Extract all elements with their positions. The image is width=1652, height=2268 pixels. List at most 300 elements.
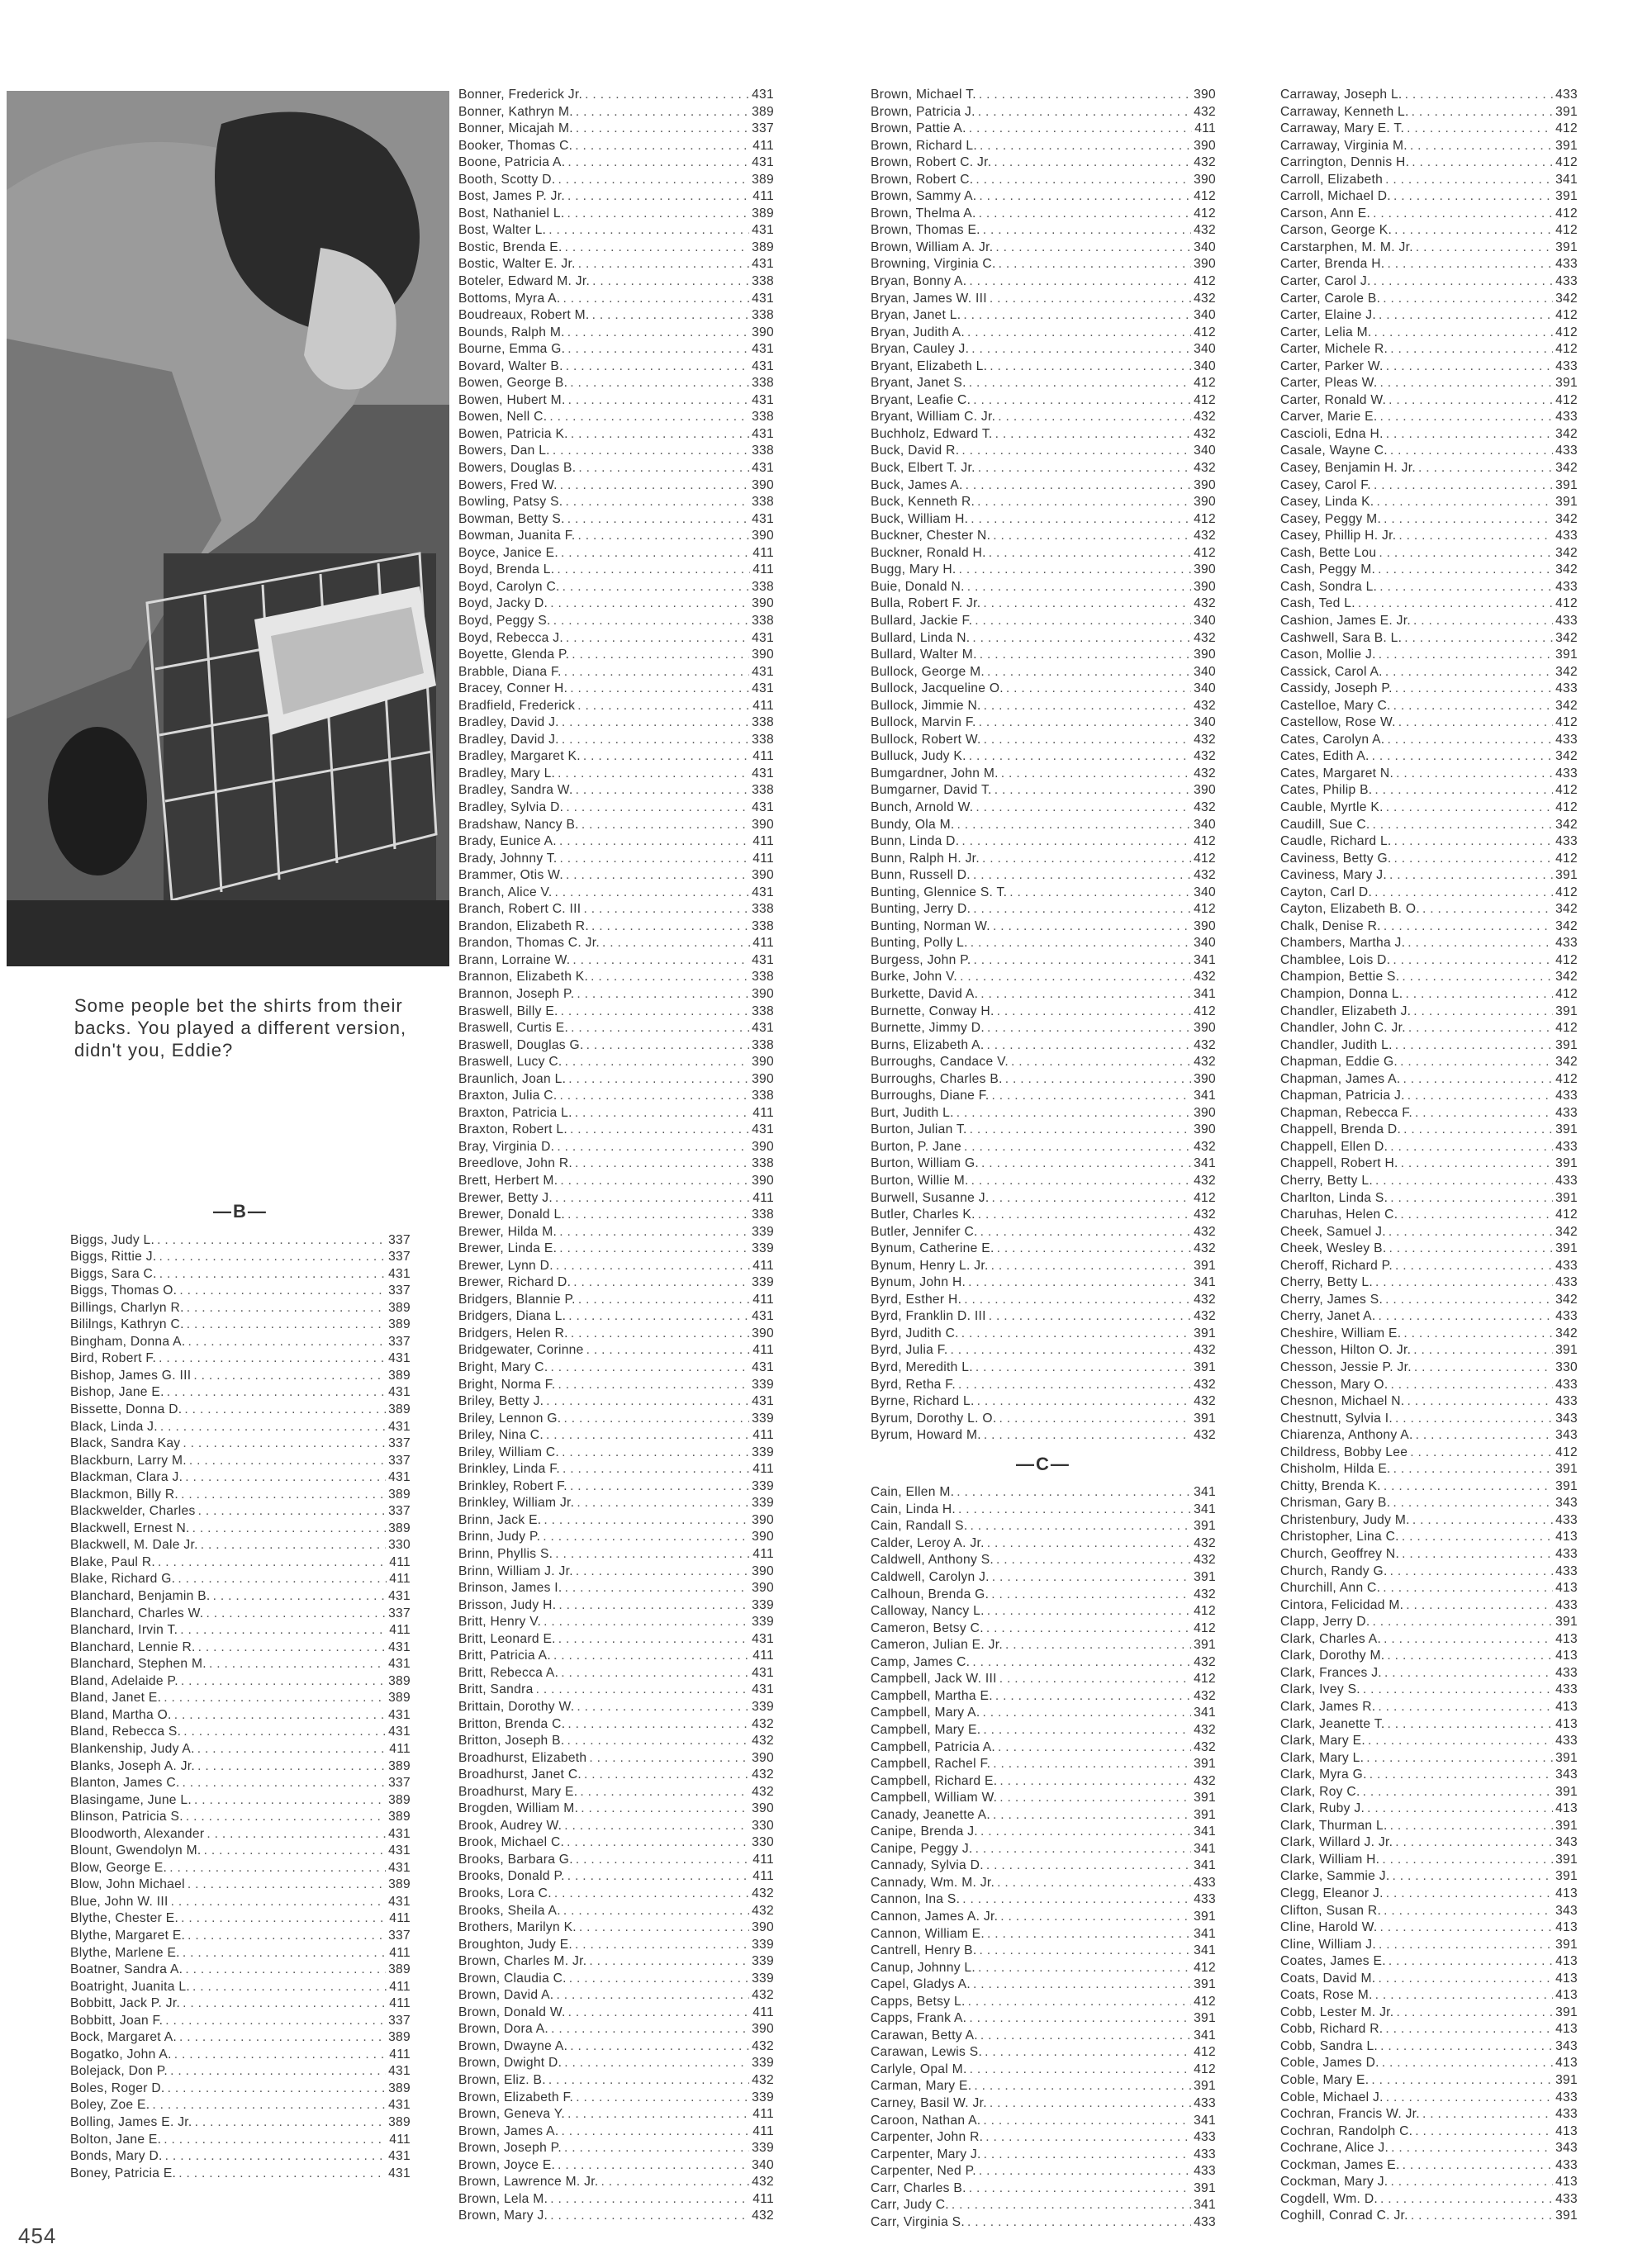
entry-page: 339	[752, 1699, 774, 1714]
index-entry	[70, 1758, 411, 1776]
entry-page: 342	[1555, 1326, 1578, 1340]
leader-dots	[979, 1943, 1191, 1960]
leader-dots	[550, 2191, 750, 2209]
entry-page: 389	[752, 172, 774, 187]
index-entry	[458, 1445, 774, 1462]
entry-page: 432	[752, 2175, 774, 2190]
entry-page: 341	[1194, 2113, 1216, 2128]
leader-dots	[973, 867, 1191, 885]
index-entry	[871, 1739, 1216, 1757]
entry-page: 412	[1555, 1208, 1578, 1222]
entry-name: Brinson, James I.	[458, 1581, 563, 1596]
entry-name: Blanchard, Charles W.	[70, 1606, 204, 1620]
index-entry	[1280, 1665, 1578, 1682]
leader-dots	[981, 1155, 1191, 1173]
entry-page: 432	[1194, 630, 1216, 645]
index-entry	[70, 1894, 411, 1911]
index-entry	[70, 1453, 411, 1470]
entry-page: 341	[1194, 1502, 1216, 1516]
entry-page: 411	[389, 1623, 411, 1638]
entry-name: Brook, Michael C.	[458, 1835, 565, 1850]
entry-page: 431	[752, 88, 774, 102]
index-entry	[1280, 1750, 1578, 1767]
leader-dots	[1389, 1953, 1553, 1971]
index-entry	[1280, 341, 1578, 358]
leader-dots	[577, 528, 749, 545]
entry-page: 338	[752, 579, 774, 594]
entry-name: Byrd, Retha F.	[871, 1377, 957, 1392]
leader-dots	[188, 1334, 386, 1351]
entry-page: 412	[1555, 392, 1578, 407]
entry-name: Clark, Mary L.	[1280, 1750, 1365, 1765]
entry-name: Brinkley, Linda F.	[458, 1462, 560, 1477]
index-entry	[458, 2106, 774, 2123]
leader-dots	[961, 1326, 1191, 1343]
leader-dots	[1382, 1852, 1553, 1869]
entry-name: Byrd, Julia F.	[871, 1343, 948, 1358]
index-entry	[458, 1020, 774, 1037]
index-entry	[70, 2047, 411, 2064]
leader-dots	[1413, 1342, 1553, 1359]
entry-name: Bostic, Walter E. Jr.	[458, 257, 576, 272]
entry-name: Bingham, Donna A.	[70, 1334, 186, 1349]
leader-dots	[194, 1792, 386, 1810]
leader-dots	[1403, 1071, 1554, 1089]
leader-dots	[601, 2174, 750, 2191]
leader-dots	[187, 1300, 386, 1317]
index-entry	[871, 1326, 1216, 1343]
entry-name: Carter, Ronald W.	[1280, 392, 1387, 407]
entry-page: 390	[752, 1920, 774, 1935]
entry-name: Carter, Lelia M.	[1280, 325, 1372, 339]
entry-name: Calloway, Nancy L.	[871, 1604, 985, 1619]
entry-page: 411	[752, 2191, 774, 2206]
leader-dots	[990, 358, 1191, 376]
leader-dots	[1378, 1308, 1553, 1326]
entry-name: Blanchard, Benjamin B.	[70, 1589, 211, 1604]
leader-dots	[961, 833, 1191, 851]
leader-dots	[983, 1705, 1192, 1722]
index-entry	[70, 1487, 411, 1504]
index-entry	[458, 1886, 774, 1903]
leader-dots	[992, 1190, 1192, 1208]
leader-dots	[983, 595, 1191, 613]
entry-page: 390	[1194, 562, 1216, 577]
entry-page: 411	[752, 749, 774, 764]
entry-name: Brett, Herbert M.	[458, 1174, 558, 1188]
index-entry	[1280, 2123, 1578, 2141]
entry-name: Blow, George E.	[70, 1860, 168, 1875]
entry-page: 431	[388, 2149, 411, 2164]
index-entry	[871, 714, 1216, 732]
entry-page: 432	[1194, 1241, 1216, 1256]
leader-dots	[974, 2078, 1191, 2095]
leader-dots	[1393, 952, 1553, 970]
entry-page: 390	[752, 1326, 774, 1340]
leader-dots	[152, 2097, 386, 2114]
index-entry	[458, 2055, 774, 2072]
leader-dots	[996, 1552, 1191, 1569]
entry-name: Buck, William H.	[871, 511, 969, 526]
leader-dots	[1393, 698, 1553, 715]
entry-name: Brann, Lorraine W.	[458, 952, 571, 967]
leader-dots	[178, 1571, 387, 1588]
entry-name: Chalk, Denise R.	[1280, 918, 1381, 933]
entry-page: 390	[752, 325, 774, 339]
entry-page: 433	[1194, 2164, 1216, 2179]
entry-page: 340	[1194, 358, 1216, 373]
entry-name: Brown, Michael T.	[871, 88, 976, 102]
index-entry	[871, 1891, 1216, 1909]
index-entry	[1280, 1546, 1578, 1563]
leader-dots	[561, 1004, 749, 1021]
leader-dots	[1363, 1682, 1553, 1699]
entry-name: Carson, George K.	[1280, 223, 1393, 238]
index-entry	[871, 1790, 1216, 1807]
leader-dots	[986, 1858, 1191, 1875]
leader-dots	[1383, 1580, 1553, 1597]
entry-page: 432	[1194, 1208, 1216, 1222]
entry-name: Byrne, Richard L.	[871, 1394, 975, 1409]
index-entry	[1280, 799, 1578, 817]
entry-page: 411	[752, 1869, 774, 1884]
entry-page: 390	[752, 1563, 774, 1578]
leader-dots	[1393, 1461, 1553, 1478]
index-entry	[458, 1512, 774, 1530]
index-entry	[70, 1537, 411, 1554]
index-entry	[1280, 1801, 1578, 1818]
entry-page: 390	[752, 1174, 774, 1188]
leader-dots	[568, 2005, 751, 2022]
entry-page: 340	[1194, 664, 1216, 679]
index-entry	[871, 1688, 1216, 1706]
entry-page: 433	[1555, 1682, 1578, 1697]
index-entry	[871, 2062, 1216, 2079]
entry-page: 338	[752, 715, 774, 730]
leader-dots	[986, 1620, 1191, 1638]
entry-name: Bradshaw, Nancy B.	[458, 817, 579, 832]
entry-page: 338	[752, 444, 774, 458]
leader-dots	[966, 477, 1191, 495]
index-entry	[458, 1190, 774, 1208]
index-entry	[1280, 188, 1578, 206]
index-entry	[1280, 87, 1578, 104]
entry-page: 433	[1555, 1105, 1578, 1120]
entry-page: 411	[389, 1945, 411, 1960]
leader-dots	[559, 833, 750, 851]
entry-page: 389	[388, 1300, 411, 1315]
leader-dots	[206, 1606, 386, 1623]
leader-dots	[976, 172, 1191, 189]
index-entry	[871, 2044, 1216, 2062]
entry-name: Brown, Thomas E.	[871, 223, 980, 238]
index-entry	[871, 2010, 1216, 2028]
entry-name: Bradley, Sandra W.	[458, 783, 573, 798]
entry-name: Blinson, Patricia S.	[70, 1810, 183, 1824]
entry-name: Castelloe, Mary C.	[1280, 698, 1391, 713]
entry-name: Campbell, Patricia A.	[871, 1739, 996, 1754]
entry-name: Bryan, Bonny A.	[871, 274, 967, 289]
entry-name: Burt, Judith L.	[871, 1105, 954, 1120]
leader-dots	[201, 1537, 386, 1554]
leader-dots	[188, 1877, 386, 1894]
leader-dots	[567, 1868, 750, 1886]
leader-dots	[592, 273, 749, 291]
entry-name: Brammer, Otis W.	[458, 868, 563, 883]
leader-dots	[1384, 918, 1553, 936]
entry-page: 389	[388, 2030, 411, 2045]
index-entry	[1280, 935, 1578, 952]
leader-dots	[977, 494, 1191, 511]
entry-name: Bishop, Jane E.	[70, 1385, 164, 1400]
index-entry	[70, 1741, 411, 1758]
index-entry	[70, 1877, 411, 1894]
leader-dots	[1410, 1445, 1553, 1462]
leader-dots	[564, 2140, 749, 2157]
entry-page: 391	[1555, 1462, 1578, 1477]
leader-dots	[1005, 1071, 1191, 1089]
index-entry	[871, 1190, 1216, 1208]
leader-dots	[997, 1875, 1191, 1892]
entry-name: Bililngs, Kathryn C.	[70, 1317, 184, 1332]
entry-name: Boyette, Glenda P.	[458, 648, 570, 662]
entry-page: 389	[388, 1402, 411, 1417]
entry-name: Clark, William H.	[1280, 1852, 1380, 1867]
entry-page: 338	[752, 732, 774, 747]
entry-page: 411	[752, 1343, 774, 1358]
entry-page: 433	[1555, 2090, 1578, 2104]
index-entry	[1280, 1393, 1578, 1411]
entry-name: Caviness, Mary J.	[1280, 868, 1388, 883]
entry-name: Boley, Zoe E.	[70, 2098, 150, 2113]
index-entry	[1280, 1937, 1578, 1954]
entry-name: Clark, Dorothy M.	[1280, 1649, 1385, 1663]
index-entry	[458, 172, 774, 189]
entry-name: Briley, Nina C.	[458, 1428, 544, 1443]
leader-dots	[999, 1411, 1191, 1428]
entry-page: 390	[1194, 648, 1216, 662]
leader-dots	[570, 2038, 749, 2056]
entry-page: 433	[1555, 1309, 1578, 1324]
index-entry	[458, 613, 774, 630]
entry-name: Church, Randy G.	[1280, 1563, 1388, 1578]
entry-page: 341	[1194, 1485, 1216, 1500]
entry-page: 330	[1555, 1360, 1578, 1375]
entry-name: Blasingame, June L.	[70, 1792, 192, 1807]
index-entry	[1280, 562, 1578, 579]
entry-page: 391	[1555, 1156, 1578, 1171]
entry-page: 412	[1194, 834, 1216, 849]
entry-page: 330	[388, 1538, 411, 1553]
entry-page: 413	[1555, 2175, 1578, 2190]
index-entry	[1280, 748, 1578, 766]
index-entry	[458, 240, 774, 257]
leader-dots	[567, 325, 749, 342]
leader-dots	[1396, 766, 1553, 783]
leader-dots	[554, 1886, 749, 1903]
entry-page: 433	[1555, 1139, 1578, 1154]
entry-name: Cobb, Sandra L.	[1280, 2038, 1379, 2053]
index-entry	[871, 1603, 1216, 1620]
entry-page: 412	[1555, 308, 1578, 323]
entry-page: 391	[1555, 1784, 1578, 1799]
leader-dots	[973, 392, 1191, 410]
entry-name: Braswell, Billy E.	[458, 1004, 558, 1018]
entry-page: 431	[752, 1665, 774, 1680]
entry-name: Coble, Michael J.	[1280, 2090, 1384, 2104]
index-entry	[458, 1359, 774, 1377]
index-entry	[458, 2157, 774, 2175]
entry-name: Churchill, Ann C.	[1280, 1581, 1381, 1596]
entry-name: Bullock, George M.	[871, 664, 985, 679]
entry-name: Buck, Elbert T. Jr.	[871, 461, 976, 476]
leader-dots	[969, 2010, 1191, 2028]
index-entry	[871, 222, 1216, 240]
entry-page: 433	[1555, 834, 1578, 849]
leader-dots	[174, 1707, 386, 1725]
entry-name: Bonner, Micajah M.	[458, 121, 573, 136]
index-entry	[871, 630, 1216, 648]
index-entry	[458, 325, 774, 342]
index-entry	[1280, 833, 1578, 851]
entry-name: Brisson, Judy H.	[458, 1597, 557, 1612]
entry-page: 431	[388, 1266, 411, 1281]
entry-name: Cherry, Betty L.	[1280, 1275, 1373, 1290]
index-entry	[458, 1987, 774, 2005]
leader-dots	[1385, 664, 1553, 681]
entry-name: Cain, Randall S.	[871, 1519, 968, 1534]
entry-name: Bracey, Conner H.	[458, 681, 568, 696]
index-entry	[70, 2013, 411, 2030]
entry-page: 341	[1194, 952, 1216, 967]
entry-name: Clark, Ruby J.	[1280, 1801, 1365, 1816]
entry-name: Champion, Bettie S.	[1280, 970, 1400, 985]
index-entry	[1280, 1699, 1578, 1716]
entry-page: 342	[1555, 426, 1578, 441]
entry-page: 411	[752, 1547, 774, 1562]
leader-dots	[178, 2166, 386, 2183]
leader-dots	[1379, 1937, 1553, 1954]
index-entry	[458, 409, 774, 426]
entry-page: 391	[1194, 1258, 1216, 1273]
entry-name: Briley, William C.	[458, 1445, 560, 1459]
entry-page: 389	[752, 104, 774, 119]
leader-dots	[1358, 595, 1553, 613]
index-entry	[871, 833, 1216, 851]
leader-dots	[571, 426, 749, 444]
entry-name: Britton, Brenda C.	[458, 1716, 566, 1731]
entry-page: 431	[752, 1309, 774, 1324]
index-entry	[458, 1342, 774, 1359]
entry-name: Byrum, Howard M.	[871, 1428, 981, 1443]
entry-page: 411	[752, 851, 774, 866]
entry-page: 411	[752, 1649, 774, 1663]
entry-page: 389	[388, 1368, 411, 1383]
entry-page: 390	[1194, 138, 1216, 153]
entry-name: Canipe, Brenda J.	[871, 1824, 978, 1839]
index-entry	[871, 2180, 1216, 2198]
index-entry	[871, 732, 1216, 749]
index-entry	[1280, 104, 1578, 121]
leader-dots	[1000, 1909, 1191, 1926]
leader-dots	[952, 2197, 1191, 2214]
leader-dots	[1375, 1173, 1553, 1190]
entry-name: Brabble, Diana F.	[458, 664, 562, 679]
entry-name: Brannon, Elizabeth K.	[458, 970, 589, 985]
entry-page: 343	[1555, 1903, 1578, 1918]
leader-dots	[198, 1639, 386, 1657]
leader-dots	[1385, 1292, 1553, 1309]
entry-page: 431	[752, 426, 774, 441]
index-entry	[458, 732, 774, 749]
entry-name: Chapman, Rebecca F.	[1280, 1105, 1412, 1120]
index-entry	[871, 273, 1216, 291]
entry-page: 433	[1194, 2214, 1216, 2229]
entry-name: Blythe, Marlene E.	[70, 1945, 180, 1960]
entry-name: Bunn, Linda D.	[871, 834, 960, 849]
index-entry	[458, 291, 774, 308]
entry-page: 338	[752, 970, 774, 985]
index-entry	[871, 1359, 1216, 1377]
entry-name: Brown, Geneva Y.	[458, 2107, 566, 2122]
index-entry	[871, 1054, 1216, 1071]
entry-page: 431	[752, 1122, 774, 1137]
entry-page: 339	[752, 1478, 774, 1493]
entry-name: Cheek, Samuel J.	[1280, 1224, 1386, 1239]
index-entry	[871, 154, 1216, 172]
entry-name: Carraway, Mary E. T.	[1280, 121, 1405, 136]
entry-name: Brewer, Donald L.	[458, 1208, 566, 1222]
index-entry	[458, 562, 774, 579]
index-entry	[70, 1792, 411, 1810]
entry-name: Cates, Carolyn A.	[1280, 732, 1385, 747]
index-entry	[1280, 172, 1578, 189]
entry-name: Calder, Leroy A. Jr.	[871, 1535, 985, 1550]
leader-dots	[546, 1393, 749, 1411]
leader-dots	[999, 256, 1191, 273]
leader-dots	[544, 1614, 749, 1631]
leader-dots	[1378, 562, 1553, 579]
entry-name: Cockman, Mary J.	[1280, 2175, 1389, 2190]
entry-page: 432	[752, 1784, 774, 1799]
leader-dots	[188, 1928, 386, 1945]
entry-name: Bumgarner, David T.	[871, 783, 992, 798]
index-entry	[1280, 1173, 1578, 1190]
entry-name: Bryan, Janet L.	[871, 308, 961, 323]
entry-page: 432	[1194, 868, 1216, 883]
leader-dots	[1390, 1377, 1553, 1394]
index-entry	[1280, 1971, 1578, 1988]
index-entry	[1280, 1767, 1578, 1784]
index-entry	[458, 1529, 774, 1546]
index-entry	[1280, 1919, 1578, 1937]
entry-page: 391	[1194, 1326, 1216, 1340]
index-entry	[871, 2214, 1216, 2232]
leader-dots	[575, 1155, 749, 1173]
entry-name: Bost, Nathaniel L.	[458, 206, 565, 221]
entry-page: 412	[1555, 799, 1578, 814]
entry-name: Bunch, Arnold W.	[871, 799, 974, 814]
index-entry	[70, 1402, 411, 1419]
entry-page: 431	[752, 257, 774, 272]
index-entry	[871, 2163, 1216, 2180]
entry-page: 432	[1194, 732, 1216, 747]
index-entry	[1280, 2072, 1578, 2090]
entry-page: 432	[752, 1903, 774, 1918]
entry-name: Burgess, John P.	[871, 952, 971, 967]
entry-page: 431	[752, 358, 774, 373]
index-entry	[458, 681, 774, 698]
